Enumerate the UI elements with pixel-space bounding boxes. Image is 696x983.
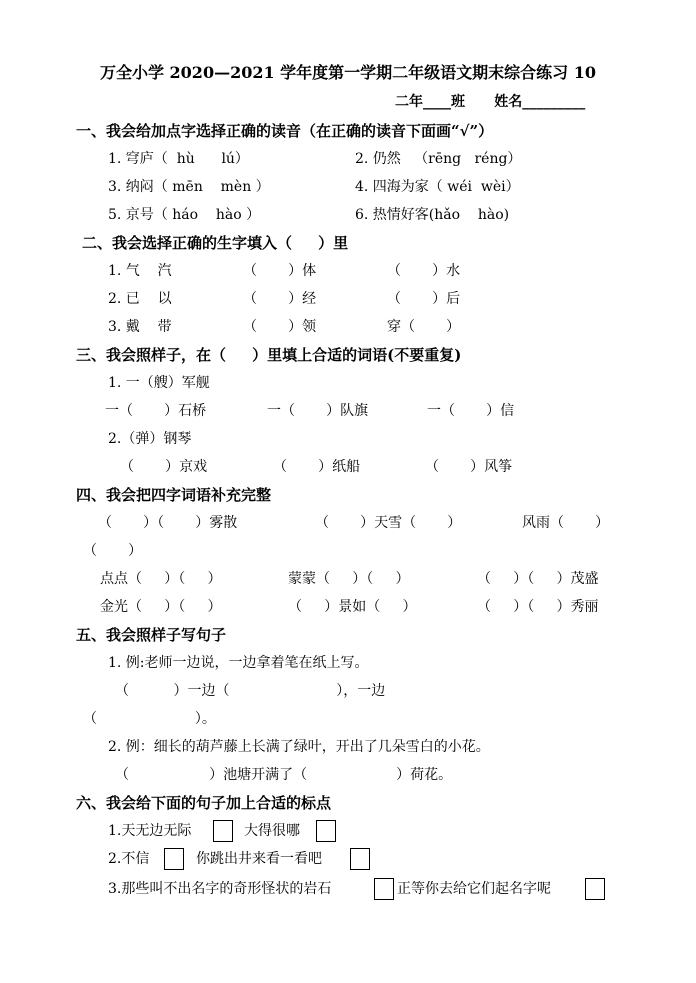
s2-row2-blank-a[interactable]: （ ）经 (243, 291, 317, 307)
s3-ex1-item-2[interactable]: 一（ ）队旗 (267, 403, 369, 419)
s6-punct-box-1[interactable] (213, 820, 233, 842)
section6-heading: 六、我会给下面的句子加上合适的标点 (76, 794, 332, 812)
section5-heading: 五、我会照样子写句子 (76, 626, 227, 644)
s5-ex1-line-1[interactable]: （ ）一边（ ），一边 (115, 683, 386, 699)
s6-sentence-3b: 正等你去给它们起名字呢 (397, 881, 551, 897)
s2-row3-blank-b[interactable]: 穿（ ） (387, 319, 461, 335)
s6-punct-box-2[interactable] (316, 820, 336, 842)
s6-sentence-3a: 3.那些叫不出名字的奇形怪状的岩石 (108, 881, 332, 897)
page-title: 万全小学 2020—2021 学年度第一学期二年级语文期末综合练习 10 (99, 63, 597, 82)
s4-row1-item-1[interactable]: （ ）（ ）雾散 (98, 515, 238, 531)
s2-row3-chars: 3. 戴 带 (108, 319, 172, 335)
s2-row2-chars: 2. 已 以 (108, 291, 172, 307)
s4-row2-item-3[interactable]: （ ）（ ）茂盛 (477, 571, 599, 587)
s5-ex2-line[interactable]: （ ）池塘开满了（ ）荷花。 (115, 767, 453, 783)
s1-item-6[interactable]: 6. 热情好客(hǎo hào) (355, 207, 510, 223)
s3-ex1-item-3[interactable]: 一（ ）信 (427, 403, 515, 419)
s6-punct-box-3[interactable] (164, 848, 184, 870)
s5-ex1-line-2[interactable]: （ ）。 (83, 711, 216, 727)
s3-example-2: 2.（弹）钢琴 (108, 431, 192, 447)
section2-heading: 二、我会选择正确的生字填入（ ）里 (82, 234, 349, 252)
class-name-line[interactable]: 二年____班 姓名_________ (395, 94, 586, 110)
s4-row2-item-2[interactable]: 蒙蒙（ ）（ ） (288, 571, 410, 587)
s1-item-4[interactable]: 4. 四海为家（ wéi wèi） (355, 179, 520, 195)
s1-item-3[interactable]: 3. 纳闷（ mēn mèn ） (108, 179, 270, 195)
s3-ex2-item-2[interactable]: （ ）纸船 (273, 459, 361, 475)
s3-example-1: 1. 一（艘）军舰 (108, 375, 210, 391)
s4-row1-item-2[interactable]: （ ）天雪（ ） (315, 515, 462, 531)
s6-sentence-1b: 大得很哪 (244, 823, 300, 839)
s4-row3-item-1[interactable]: 金光（ ）（ ） (100, 599, 222, 615)
s2-row2-blank-b[interactable]: （ ）后 (387, 291, 461, 307)
s4-row3-item-2[interactable]: （ ）景如（ ） (288, 599, 417, 615)
s1-item-5[interactable]: 5. 京号（ háo hào ） (108, 207, 261, 223)
s4-row3-item-3[interactable]: （ ）（ ）秀丽 (477, 599, 599, 615)
section3-heading: 三、我会照样子，在（ ）里填上合适的词语(不要重复) (76, 346, 462, 364)
section4-heading: 四、我会把四字词语补充完整 (76, 486, 272, 504)
s2-row3-blank-a[interactable]: （ ）领 (243, 319, 317, 335)
s4-row2-item-1[interactable]: 点点（ ）（ ） (100, 571, 222, 587)
s3-ex2-item-1[interactable]: （ ）京戏 (120, 459, 208, 475)
s2-row1-chars: 1. 气 汽 (108, 263, 172, 279)
s6-sentence-1a: 1.天无边无际 (108, 823, 192, 839)
s5-example-1: 1. 例:老师一边说，一边拿着笔在纸上写。 (108, 655, 369, 671)
s2-row1-blank-b[interactable]: （ ）水 (387, 263, 461, 279)
s4-row1-wrap[interactable]: （ ） (83, 543, 143, 559)
s3-ex2-item-3[interactable]: （ ）风筝 (425, 459, 513, 475)
s6-sentence-2b: 你跳出井来看一看吧 (196, 851, 322, 867)
s6-punct-box-5[interactable] (374, 878, 394, 900)
s4-row1-item-3[interactable]: 风雨（ ） (522, 515, 610, 531)
s1-item-1[interactable]: 1. 穹庐（ hù lú） (108, 151, 249, 167)
s6-punct-box-6[interactable] (585, 878, 605, 900)
s2-row1-blank-a[interactable]: （ ）体 (243, 263, 317, 279)
s6-sentence-2a: 2.不信 (108, 851, 150, 867)
s3-ex1-item-1[interactable]: 一（ ）石桥 (105, 403, 207, 419)
s5-example-2: 2. 例：细长的葫芦藤上长满了绿叶，开出了几朵雪白的小花。 (108, 739, 490, 755)
s1-item-2[interactable]: 2. 仍然 （rēng réng） (355, 151, 522, 167)
section1-heading: 一、我会给加点字选择正确的读音（在正确的读音下面画“√”） (76, 122, 494, 140)
s6-punct-box-4[interactable] (350, 848, 370, 870)
